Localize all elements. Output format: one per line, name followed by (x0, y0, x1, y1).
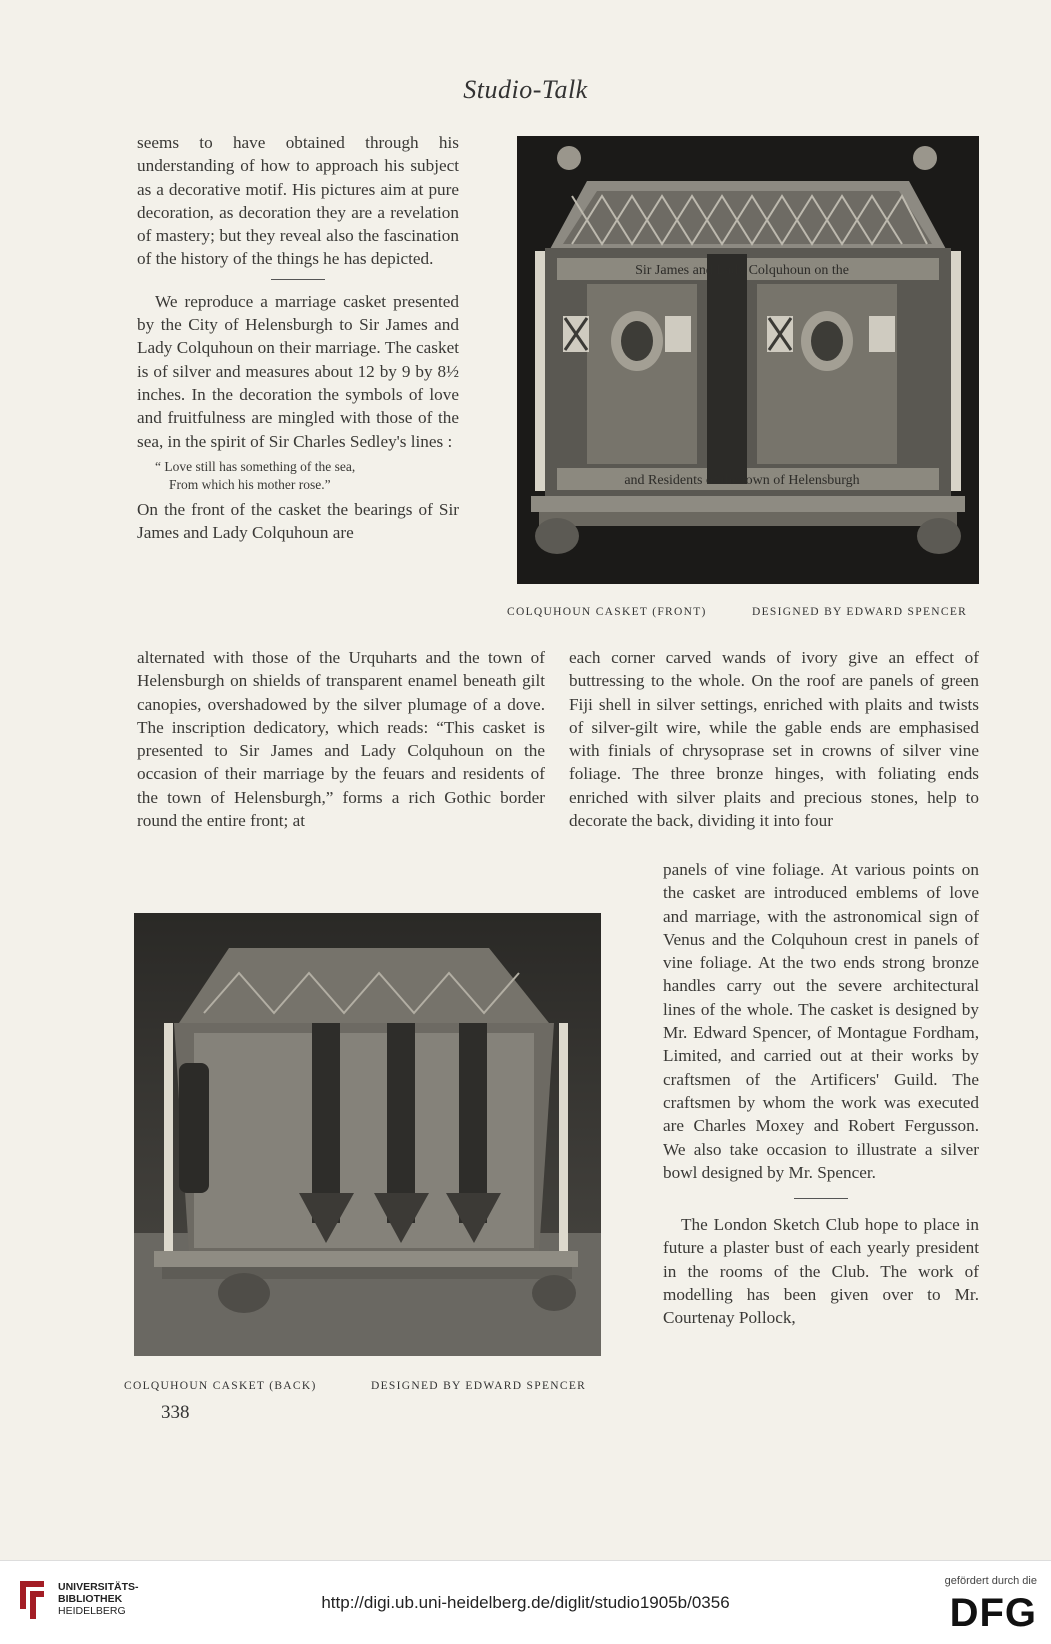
page-number: 338 (161, 1402, 190, 1423)
right-column-mid (569, 646, 979, 832)
paragraph-bearings-start: On the front of the casket the bearings of Sir James and Lady Colquhoun are (137, 499, 459, 543)
caption-back-credit: DESIGNED BY EDWARD SPENCER (371, 1380, 587, 1392)
photo-casket-front (517, 136, 979, 584)
right-column-bottom (663, 858, 979, 1330)
section-divider-2 (794, 1198, 848, 1199)
inscription-top: Sir James and Lady Colquhoun on the (635, 263, 849, 278)
quotation (137, 458, 459, 494)
library-name-line-2: BIBLIOTHEK (58, 1593, 123, 1605)
left-column-mid (137, 646, 545, 832)
funding-note: gefördert durch die (944, 1575, 1037, 1587)
inscription-bottom: and Residents of the town of Helensburgh (624, 473, 860, 488)
caption-front-credit: DESIGNED BY EDWARD SPENCER (752, 606, 968, 618)
left-column-top (137, 131, 459, 544)
caption-back-title: COLQUHOUN CASKET (BACK) (124, 1380, 317, 1392)
quote-line-2: From which his mother rose.” (169, 476, 331, 492)
paragraph-sketch-club: The London Sketch Club hope to place in future a plaster bust of each yearly president in the rooms of the Club. The work of modelling has been given over to Mr. Courtenay Pollock, (663, 1215, 979, 1328)
library-name-line-1: UNIVERSITÄTS- (58, 1581, 139, 1593)
quote-line-1: “ Love still has something of the sea, (155, 458, 356, 474)
paragraph-bearings-cont: alternated with those of the Urquharts and the town of Helensburgh on shields of transparent enamel beneath gilt canopies, overshadowed by the silver plumage of a dove. The inscription dedicatory, which reads: “This casket is presented to Sir James and Lady Colquhoun on the occasion of their marriage by the feuars and residents of the town of Helensburgh,” forms a rich Gothic border round the entire front; at (137, 648, 545, 831)
section-divider (271, 279, 325, 280)
photo-casket-back (134, 913, 601, 1356)
footer-bar (0, 1560, 1051, 1644)
running-head: Studio-Talk (463, 75, 588, 104)
library-name-line-3: HEIDELBERG (58, 1605, 126, 1617)
paragraph-motif: seems to have obtained through his understanding of how to approach his subject as a decorative motif. His pictures aim at pure decoration, as decoration they are a revelation of mastery; but they reveal also the fascination of the history of the things he has depicted. (137, 133, 459, 269)
source-url-link[interactable]: http://digi.ub.uni-heidelberg.de/diglit/studio1905b/0356 (321, 1593, 730, 1612)
paragraph-casket-intro: We reproduce a marriage casket presented by the City of Helensburgh to Sir James and Lady Colquhoun on their marriage. The casket is of silver and measures about 12 by 9 by 8½ inches. In the decoration the symbols of love and fruitfulness are mingled with those of the sea, in the spirit of Sir Charles Sedley's lines : (137, 291, 459, 451)
paragraph-vine-foliage: panels of vine foliage. At various points on the casket are introduced emblems of love and marriage, with the astronomical sign of Venus and the Colquhoun crest in panels of vine foliage. At the two ends strong bronze handles carry out the severe architectural lines of the whole. The casket is designed by Mr. Edward Spencer, of Montague Fordham, Limited, and carried out at their works by craftsmen of the Artificers' Guild. The craftsmen by whom the work was executed are Charles Moxey and Robert Fergusson. We also take occasion to illustrate a silver bowl designed by Mr. Spencer. (663, 860, 979, 1182)
caption-front-title: COLQUHOUN CASKET (FRONT) (507, 606, 707, 618)
dfg-logo: DFG (949, 1591, 1037, 1635)
paragraph-ivory-wands: each corner carved wands of ivory give an effect of buttressing to the whole. On the roof are panels of green Fiji shell in silver settings, enriched with plaits and twists of silver-gilt wire, while the gable ends are emphasised with finials of chrysoprase set in crowns of silver vine foliage. The three bronze hinges, with foliating ends enriched with silver plaits and precious stones, help to decorate the back, dividing it into four (569, 648, 979, 831)
